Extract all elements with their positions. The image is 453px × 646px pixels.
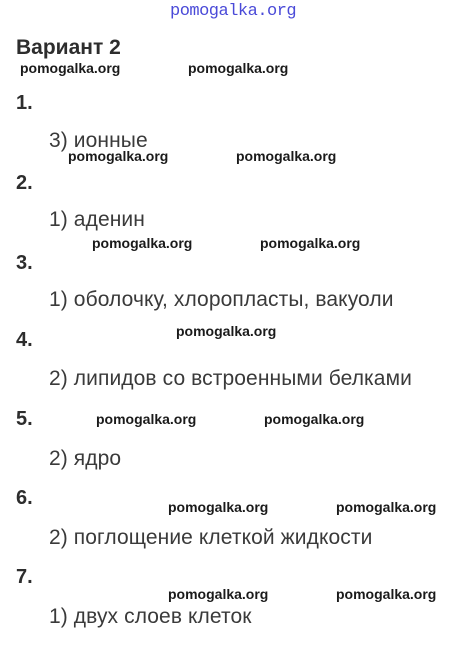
watermark: pomogalka.org [264, 411, 365, 427]
question-number: 6. [16, 487, 33, 509]
answer-text: 2) ядро [49, 447, 122, 470]
question-number: 1. [16, 92, 33, 114]
site-header [170, 2, 296, 21]
watermark: pomogalka.org [236, 148, 337, 164]
watermark: pomogalka.org [168, 499, 269, 515]
answer-text: 1) аденин [49, 208, 145, 231]
watermark: pomogalka.org [336, 586, 437, 602]
watermark: pomogalka.org [260, 235, 361, 251]
question-number: 7. [16, 566, 33, 588]
site-header-link[interactable]: pomogalka.org [170, 2, 297, 21]
watermark: pomogalka.org [96, 411, 197, 427]
watermark: pomogalka.org [168, 586, 269, 602]
watermark: pomogalka.org [188, 60, 289, 76]
watermark: pomogalka.org [92, 235, 193, 251]
answer-text: 2) липидов со встроенными белками [49, 367, 412, 390]
question-number: 5. [16, 408, 33, 430]
answer-text: 3) ионные [49, 129, 148, 152]
answer-text: 1) двух слоев клеток [49, 605, 252, 628]
question-number: 3. [16, 252, 33, 274]
watermark: pomogalka.org [20, 60, 121, 76]
answer-text: 1) оболочку, хлоропласты, вакуоли [49, 288, 394, 311]
question-number: 2. [16, 172, 33, 194]
watermark: pomogalka.org [336, 499, 437, 515]
watermark: pomogalka.org [68, 148, 169, 164]
question-number: 4. [16, 329, 33, 351]
watermark: pomogalka.org [176, 323, 277, 339]
variant-title: Вариант 2 [16, 36, 121, 59]
answer-text: 2) поглощение клеткой жидкости [49, 526, 373, 549]
